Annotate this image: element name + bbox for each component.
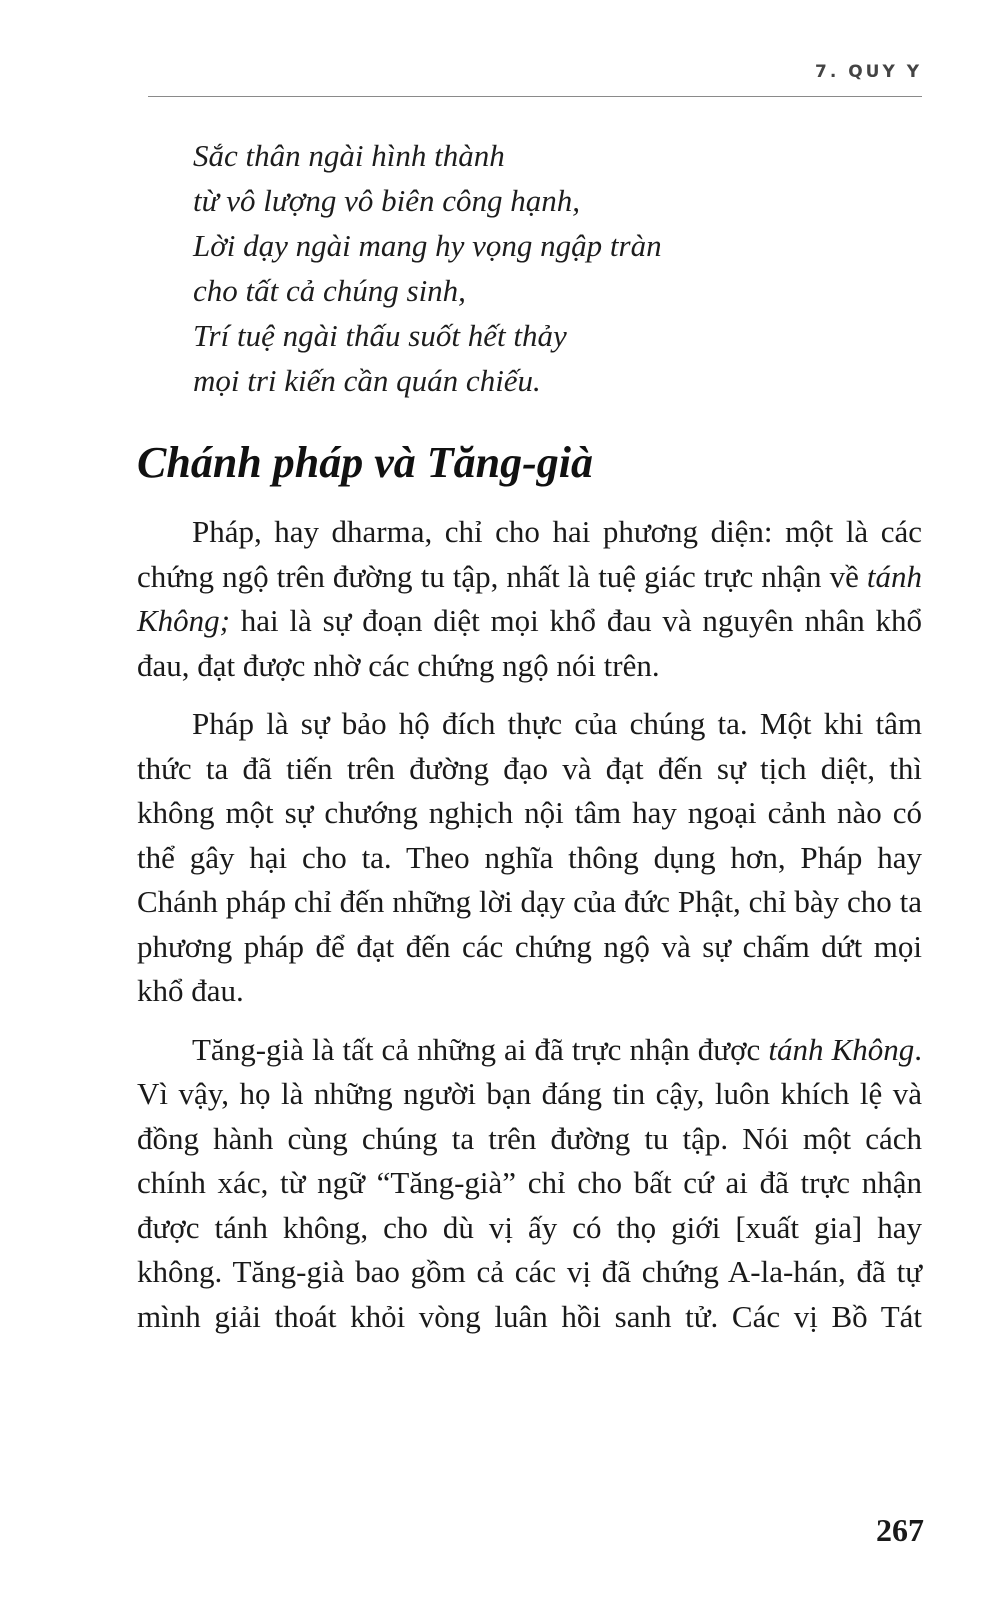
paragraph-emphasis: tánh Không (768, 1031, 915, 1067)
running-header (148, 58, 922, 97)
section-heading: Chánh pháp và Tăng-già (137, 438, 593, 487)
body-text (137, 510, 922, 1353)
running-header-title: 7. QUY Y (815, 62, 922, 82)
paragraph-emphasis: tánh Không; (137, 558, 922, 638)
paragraph-text: hai là sự đoạn diệt mọi khổ đau và nguyên nhân khổ đau, đạt được nhờ các chứng ngộ nói trên. (137, 603, 922, 683)
verse-block (193, 133, 662, 403)
page-number: 267 (876, 1512, 924, 1548)
paragraph-text: Tăng-già là tất cả những ai đã trực nhận được (192, 1031, 769, 1067)
verse-line: Lời dạy ngài mang hy vọng ngập tràn (193, 228, 662, 263)
paragraph-protection: Pháp là sự bảo hộ đích thực của chúng ta. Một khi tâm thức ta đã tiến trên đường đạo và đạt đến sự tịch diệt, thì không một sự chướng nghịch nội tâm hay ngoại cảnh nào có thể gây hại cho ta. Theo nghĩa thông dụng hơn, Pháp hay Chánh pháp chỉ đến những lời dạy của đức Phật, chỉ bày cho ta phương pháp để đạt đến các chứng ngộ và sự chấm dứt mọi khổ đau. (137, 706, 922, 1008)
verse-line: cho tất cả chúng sinh, (193, 273, 466, 308)
verse-line: Trí tuệ ngài thấu suốt hết thảy (193, 318, 567, 353)
paragraph-text: . Vì vậy, họ là những người bạn đáng tin cậy, luôn khích lệ và đồng hành cùng chúng ta trên đường tu tập. Nói một cách chính xác, từ ngữ “Tăng-già” chỉ cho bất cứ ai đã trực nhận được tánh không, cho dù vị ấy có thọ giới [xuất gia] hay không. Tăng-già bao gồm cả các vị đã chứng A-la-hán, đã tự mình giải thoát khỏi vòng luân hồi sanh tử. Các vị Bồ Tát (137, 1031, 922, 1334)
paragraph-dharma (137, 510, 922, 688)
paragraph-sangha (137, 1028, 922, 1340)
verse-line: mọi tri kiến cần quán chiếu. (193, 363, 541, 398)
verse-line: từ vô lượng vô biên công hạnh, (193, 183, 580, 218)
paragraph-text: Pháp, hay dharma, chỉ cho hai phương diện: một là các chứng ngộ trên đường tu tập, nhất là tuệ giác trực nhận về (137, 514, 922, 594)
verse-line: Sắc thân ngài hình thành (193, 138, 505, 173)
